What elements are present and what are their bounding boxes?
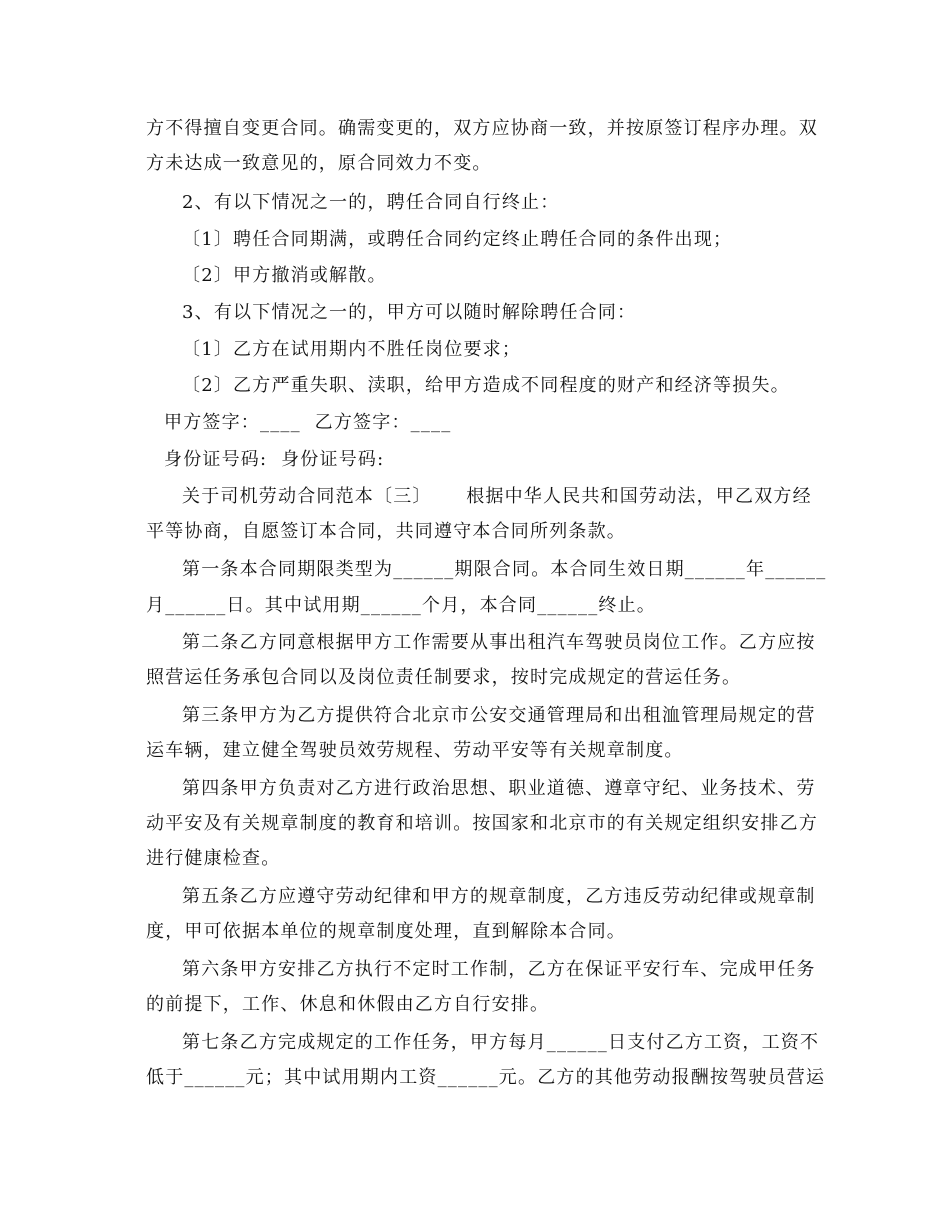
text-line: 月______日。其中试用期______个月，本合同______终止。 (146, 595, 656, 616)
text-line: 第七条乙方完成规定的工作任务，甲方每月______日支付乙方工资，工资不 (182, 1032, 820, 1053)
text-line: 〔1〕乙方在试用期内不胜任岗位要求； (182, 339, 522, 360)
text-line: 方未达成一致意见的，原合同效力不变。 (146, 153, 492, 174)
text-line: 的前提下，工作、休息和休假由乙方自行安排。 (146, 994, 550, 1015)
text-line: 第一条本合同期限类型为______期限合同。本合同生效日期______年______ (182, 559, 827, 580)
text-line: 第三条甲方为乙方提供符合北京市公安交通管理局和出租洫管理局规定的营 (182, 705, 816, 726)
id-number-line: 身份证号码: 身份证号码: (164, 449, 385, 470)
text-line: 关于司机劳动合同范本〔三〕 根据中华人民共和国劳动法，甲乙双方经 (182, 486, 812, 507)
text-line: 第二条乙方同意根据甲方工作需要从事出租汽车驾驶员岗位工作。乙方应按 (182, 632, 816, 653)
text-line: 低于______元；其中试用期内工资______元。乙方的其他劳动报酬按驾驶员营运 (146, 1067, 826, 1088)
text-line: 方不得擅自变更合同。确需变更的，双方应协商一致，并按原签订程序办理。双 (146, 118, 818, 139)
text-line: 第五条乙方应遵守劳动纪律和甲方的规章制度，乙方违反劳动纪律或规章制 (182, 886, 816, 907)
text-line: 〔1〕聘任合同期满，或聘任合同约定终止聘任合同的条件出现； (182, 229, 733, 250)
text-line: 2、有以下情况之一的，聘任合同自行终止： (182, 192, 560, 213)
text-line: 动平安及有关规章制度的教育和培训。按国家和北京市的有关规定组织安排乙方 (146, 813, 818, 834)
text-line: 平等协商，自愿签订本合同，共同遵守本合同所列条款。 (146, 521, 626, 542)
text-line: 3、有以下情况之一的，甲方可以随时解除聘任合同： (182, 302, 637, 323)
text-line: 〔2〕甲方撤消或解散。 (182, 265, 387, 286)
text-line: 进行健康检查。 (146, 848, 281, 869)
text-line: 〔2〕乙方严重失职、渎职，给甲方造成不同程度的财产和经济等损失。 (182, 375, 790, 396)
text-line: 照营运任务承包合同以及岗位责任制要求，按时完成规定的营运任务。 (146, 667, 742, 688)
text-line: 度，甲可依据本单位的规章制度处理，直到解除本合同。 (146, 921, 626, 942)
text-line: 第四条甲方负责对乙方进行政治思想、职业道德、遵章守纪、业务技术、劳 (182, 778, 816, 799)
signature-line: 甲方签字：____ 乙方签字：____ (164, 412, 452, 433)
text-line: 第六条甲方安排乙方执行不定时工作制，乙方在保证平安行车、完成甲任务 (182, 959, 816, 980)
text-line: 运车辆，建立健全驾驶员效劳规程、劳动平安等有关规章制度。 (146, 740, 684, 761)
